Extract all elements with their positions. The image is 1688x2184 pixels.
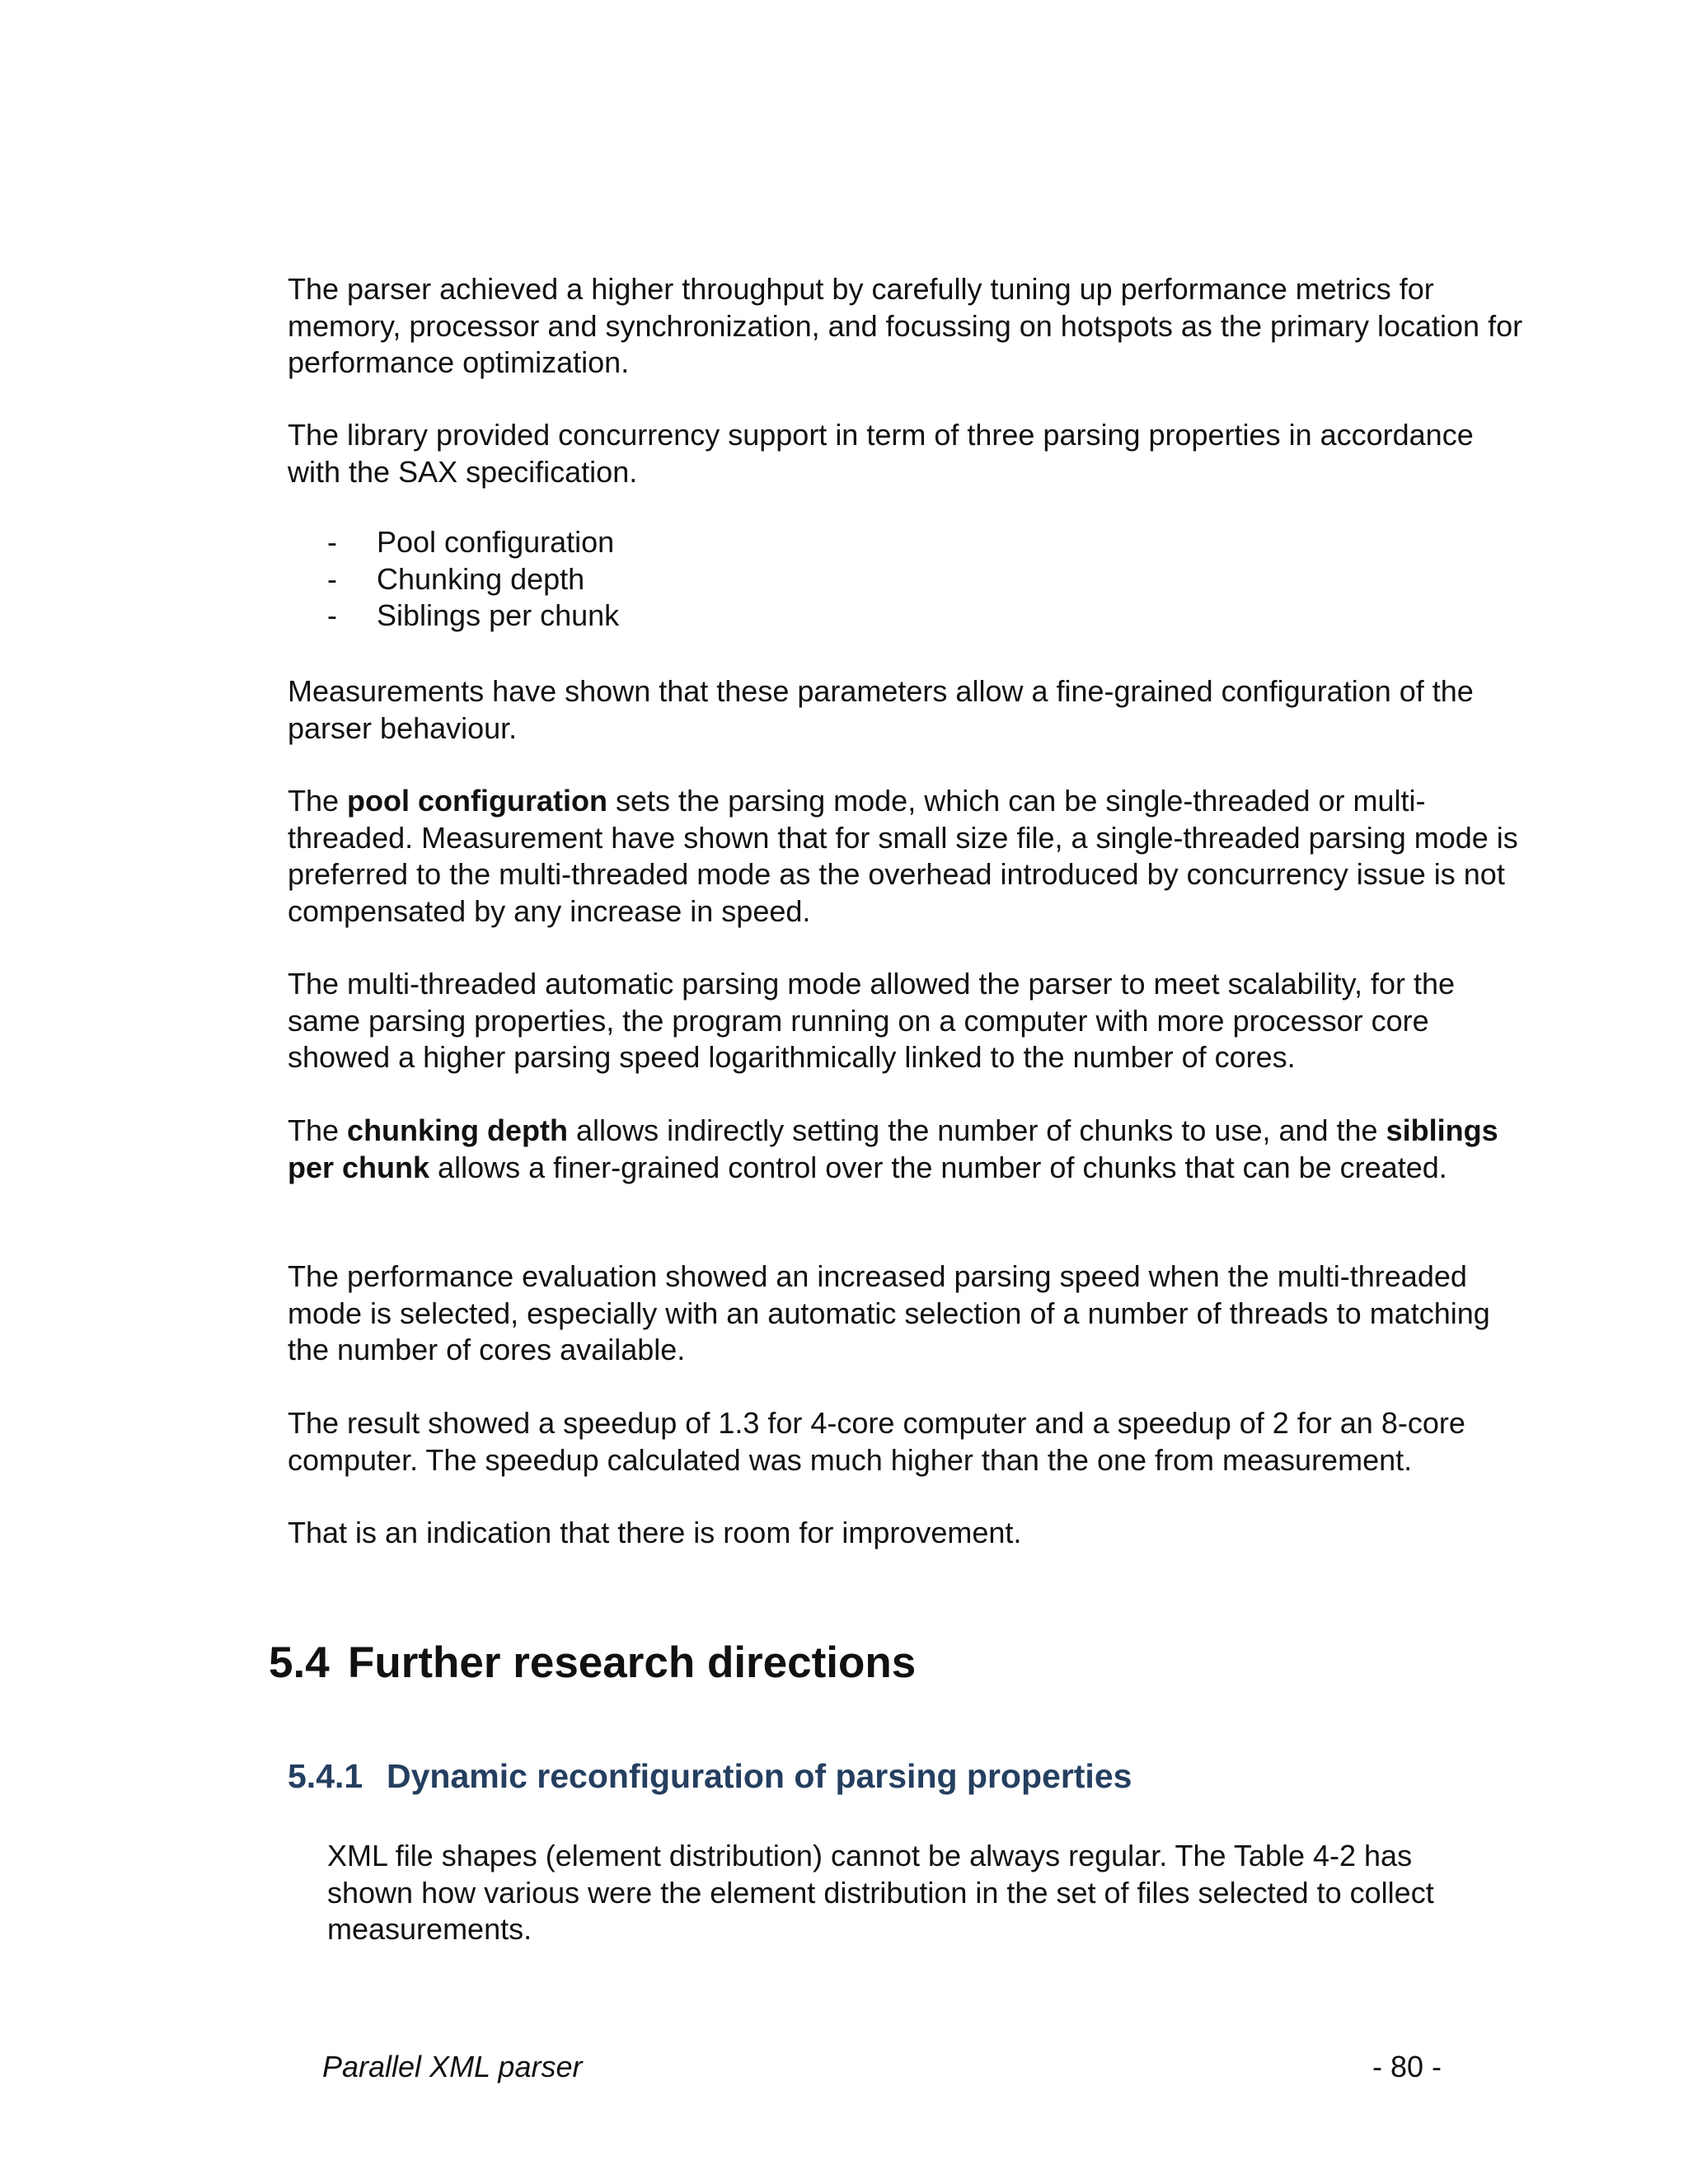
list-item-label: Chunking depth [377, 561, 585, 596]
list-item [288, 524, 619, 561]
text-run: allows indirectly setting the number of chunks to use, and the [568, 1113, 1386, 1147]
subsection-heading [288, 1755, 1132, 1797]
bullet-dash: - [327, 598, 337, 632]
paragraph-throughput: The parser achieved a higher throughput by carefully tuning up performance metrics for memory, processor and synchronization, and focussing on hotspots as the primary location for performance optimization. [288, 272, 1523, 379]
list-item [288, 598, 619, 635]
section-heading [269, 1637, 916, 1690]
bullet-dash: - [327, 561, 337, 596]
list-item-label: Siblings per chunk [377, 598, 620, 632]
text-run: allows a finer-grained control over the number of chunks that can be created. [429, 1150, 1447, 1184]
paragraph-speedup-result: The result showed a speedup of 1.3 for 4-core computer and a speedup of 2 for an 8-core computer. The speedup calculated was much higher than the one from measurement. [288, 1406, 1465, 1477]
subsection-number: 5.4.1 [288, 1757, 363, 1795]
term-chunking-depth: chunking depth [347, 1113, 569, 1147]
footer-document-title: Parallel XML parser [322, 2050, 583, 2083]
text-run: The [288, 1113, 348, 1147]
paragraph-xml-file-shapes: XML file shapes (element distribution) cannot be always regular. The Table 4-2 has shown how various were the element distribution in the set of files selected to collect measurements. [327, 1839, 1434, 1946]
bullet-dash: - [327, 525, 337, 559]
footer-page-number: - 80 - [1372, 2050, 1442, 2083]
paragraph-chunking [288, 1113, 1524, 1186]
list-item [288, 561, 619, 598]
paragraph-pool-configuration [288, 783, 1524, 930]
term-siblings-per-chunk: siblings per chunk [288, 1113, 1498, 1184]
subsection-title: Dynamic reconfiguration of parsing properties [387, 1757, 1132, 1795]
paragraph-room-for-improvement: That is an indication that there is room for improvement. [288, 1516, 1022, 1549]
paragraph-performance-evaluation: The performance evaluation showed an increased parsing speed when the multi-threaded mode is selected, especially with an automatic selection of a number of threads to matching the number of cores available. [288, 1259, 1490, 1366]
parsing-properties-list [288, 524, 619, 635]
paragraph-scalability: The multi-threaded automatic parsing mode allowed the parser to meet scalability, for the same parsing properties, the program running on a computer with more processor core showed a higher parsing speed logarithmically linked to the number of cores. [288, 967, 1456, 1074]
text-run: The [288, 784, 348, 818]
section-title: Further research directions [348, 1638, 917, 1687]
paragraph-measurements: Measurements have shown that these parameters allow a fine-grained configuration of the parser behaviour. [288, 674, 1474, 745]
section-number: 5.4 [269, 1638, 330, 1687]
list-item-label: Pool configuration [377, 525, 615, 559]
paragraph-concurrency-support: The library provided concurrency support in term of three parsing properties in accordance with the SAX specification. [288, 418, 1474, 489]
text-run: sets the parsing mode, which can be single-threaded or multi-threaded. Measurement have shown that for small size file, a single-threaded parsing mode is preferred to the multi-threaded mode as the overhead introduced by concurrency issue is not compensated by any increase in speed. [288, 784, 1518, 928]
term-pool-configuration: pool configuration [347, 784, 607, 818]
